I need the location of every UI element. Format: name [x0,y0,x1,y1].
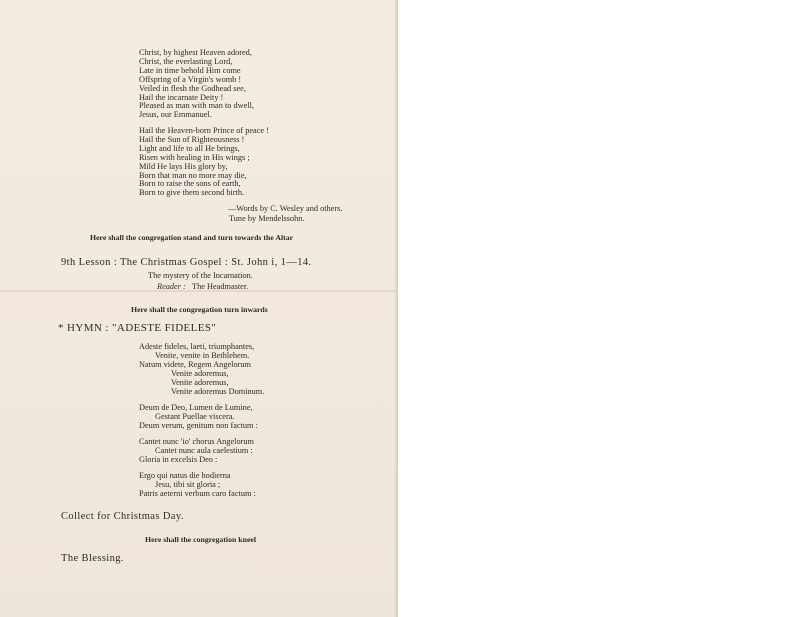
verse-line: Patris aeterni verbum caro factum : [139,488,256,498]
latin-stanza-3 [139,438,254,465]
hymn-stanza-1 [139,49,254,120]
rubric-stand: Here shall the congregation stand and turn towards the Altar [90,233,294,242]
verse-line: Veiled in flesh the Godhead see, [139,83,246,93]
page-edge [395,0,398,617]
verse-line: Gloria in excelsis Deo : [139,454,218,464]
hymn-heading: * HYMN : "ADESTE FIDELES" [58,322,217,334]
lesson-reader [157,282,248,291]
lesson-heading: 9th Lesson : The Christmas Gospel : St. John i, 1—14. [61,257,312,268]
verse-line: Born to raise the sons of earth, [139,179,241,189]
latin-stanza-4 [139,472,256,499]
program-page [0,0,398,617]
verse-line: Hail the Heaven-born Prince of peace ! [139,126,269,135]
latin-stanza-2 [139,404,258,431]
verse-line: Venite adoremus, [171,377,229,387]
tune-credit: Tune by Mendelssohn. [229,213,305,223]
reader-label: Reader : [157,282,186,291]
verse-line: Cantet nunc 'io' chorus Angelorum [139,437,254,446]
verse-line: Late in time behold Him come [139,65,241,75]
blessing-heading: The Blessing. [61,553,124,564]
verse-line: Mild He lays His glory by, [139,161,228,171]
verse-line: Adeste fideles, laeti, triumphantes, [139,342,255,351]
verse-line: Hail the incarnate Deity ! [139,92,224,102]
verse-line: Gestant Puellae viscera. [155,411,235,421]
reader-name: The Headmaster. [192,282,249,291]
verse-line: Born to give them second birth. [139,188,245,198]
verse-line: Offspring of a Virgin's womb ! [139,74,242,84]
verse-line: Christ, the everlasting Lord, [139,56,233,66]
hymn-credit [228,204,342,223]
verse-line: Risen with healing in His wings ; [139,152,250,162]
verse-line: Venite adoremus, [171,368,229,378]
lesson-subtitle: The mystery of the Incarnation. [148,271,253,280]
rubric-inwards: Here shall the congregation turn inwards [131,305,268,314]
verse-line: Christ, by highest Heaven adored, [139,48,252,57]
verse-line: Natum videte, Regem Angelorum [139,359,251,369]
words-credit: —Words by C. Wesley and others. [228,204,343,213]
verse-line: Cantet nunc aula caelestium : [155,445,253,455]
verse-line: Deum de Deo, Lumen de Lumine, [139,403,253,412]
verse-line: Deum verum, genitum non factum : [139,420,258,430]
latin-stanza-1 [139,343,264,396]
verse-line: Venite, venite in Bethlehem. [155,350,250,360]
verse-line: Jesus, our Emmanuel. [139,110,212,120]
verse-line: Venite adoremus Dominum. [171,386,265,396]
collect-heading: Collect for Christmas Day. [61,511,184,522]
hymn-stanza-2 [139,127,269,198]
verse-line: Pleased as man with man to dwell, [139,101,254,111]
verse-line: Light and life to all He brings, [139,143,240,153]
verse-line: Born that man no more may die, [139,170,247,180]
verse-line: Ergo qui natus die hodierna [139,471,231,480]
rubric-kneel: Here shall the congregation kneel [145,535,257,544]
verse-line: Jesu, tibi sit gloria ; [155,479,221,489]
verse-line: Hail the Sun of Righteousness ! [139,134,245,144]
